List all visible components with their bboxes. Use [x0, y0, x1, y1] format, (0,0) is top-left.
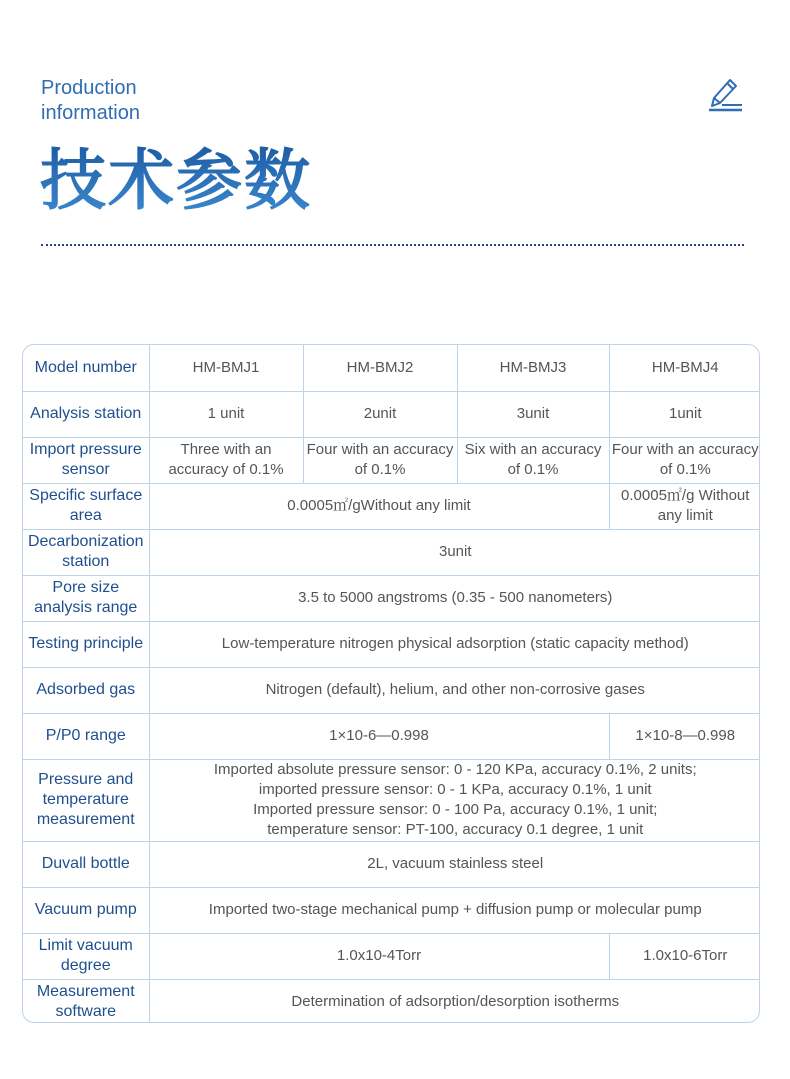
row-label: Limit vacuum degree — [23, 933, 149, 979]
subtitle-line-2: information — [41, 102, 140, 124]
table-row — [23, 667, 760, 713]
cell: Low-temperature nitrogen physical adsorption (static capacity method) — [149, 621, 760, 667]
row-label: Vacuum pump — [23, 887, 149, 933]
cell: HM-BMJ4 — [609, 345, 760, 391]
cell — [149, 759, 760, 841]
cell: Six with an accuracy of 0.1% — [457, 437, 609, 483]
row-label: Duvall bottle — [23, 841, 149, 887]
row-label: Import pressure sensor — [23, 437, 149, 483]
cell-line: Imported absolute pressure sensor: 0 - 120 KPa, accuracy 0.1%, 2 units; — [213, 761, 697, 778]
row-label: Adsorbed gas — [23, 667, 149, 713]
row-label: Model number — [23, 345, 149, 391]
row-label: P/P0 range — [23, 713, 149, 759]
table-row — [23, 887, 760, 933]
page-title: 技术参数 — [40, 141, 312, 219]
table-row — [23, 933, 760, 979]
cell: 2unit — [303, 391, 457, 437]
cell: 3unit — [457, 391, 609, 437]
table-row — [23, 759, 760, 841]
cell-line: imported pressure sensor: 0 - 1 KPa, accuracy 0.1%, 1 unit — [258, 781, 652, 798]
production-information-subtitle — [41, 76, 140, 126]
cell: Four with an accuracy of 0.1% — [609, 437, 760, 483]
table-row — [23, 345, 760, 391]
cell: HM-BMJ3 — [457, 345, 609, 391]
cell-line: Imported pressure sensor: 0 - 100 Pa, accuracy 0.1%, 1 unit; — [253, 801, 658, 818]
table-row — [23, 621, 760, 667]
cell: Four with an accuracy of 0.1% — [303, 437, 457, 483]
table-row — [23, 979, 760, 1023]
row-label: Measurement software — [23, 979, 149, 1023]
row-label: Testing principle — [23, 621, 149, 667]
cell: 1.0x10-6Torr — [609, 933, 760, 979]
cell: Determination of adsorption/desorption isotherms — [149, 979, 760, 1023]
cell: HM-BMJ1 — [149, 345, 303, 391]
cell: Three with an accuracy of 0.1% — [149, 437, 303, 483]
cell: 1×10-6—0.998 — [149, 713, 609, 759]
dotted-divider — [41, 244, 744, 246]
cell: Nitrogen (default), helium, and other non-corrosive gases — [149, 667, 760, 713]
table-row — [23, 483, 760, 529]
cell: 1unit — [609, 391, 760, 437]
row-label: Decarbonization station — [23, 529, 149, 575]
cell: 0.0005㎡/g Without any limit — [609, 483, 760, 529]
subtitle-line-1: Production — [41, 77, 137, 99]
cell: 3unit — [149, 529, 760, 575]
table-row — [23, 841, 760, 887]
table-row — [23, 529, 760, 575]
spec-table — [22, 344, 760, 1023]
cell: Imported two-stage mechanical pump + diffusion pump or molecular pump — [149, 887, 760, 933]
cell: 3.5 to 5000 angstroms (0.35 - 500 nanometers) — [149, 575, 760, 621]
table-row — [23, 391, 760, 437]
row-label: Pressure and temperature measurement — [23, 759, 149, 841]
cell: 1×10-8—0.998 — [609, 713, 760, 759]
row-label: Pore size analysis range — [23, 575, 149, 621]
row-label: Analysis station — [23, 391, 149, 437]
cell: 1 unit — [149, 391, 303, 437]
cell: 0.0005㎡/gWithout any limit — [149, 483, 609, 529]
table-row — [23, 575, 760, 621]
cell: 2L, vacuum stainless steel — [149, 841, 760, 887]
table-row — [23, 437, 760, 483]
cell: HM-BMJ2 — [303, 345, 457, 391]
row-label: Specific surface area — [23, 483, 149, 529]
cell: 1.0x10-4Torr — [149, 933, 609, 979]
table-row — [23, 713, 760, 759]
cell-line: temperature sensor: PT-100, accuracy 0.1 degree, 1 unit — [267, 821, 644, 838]
edit-pencil-icon — [704, 76, 744, 116]
